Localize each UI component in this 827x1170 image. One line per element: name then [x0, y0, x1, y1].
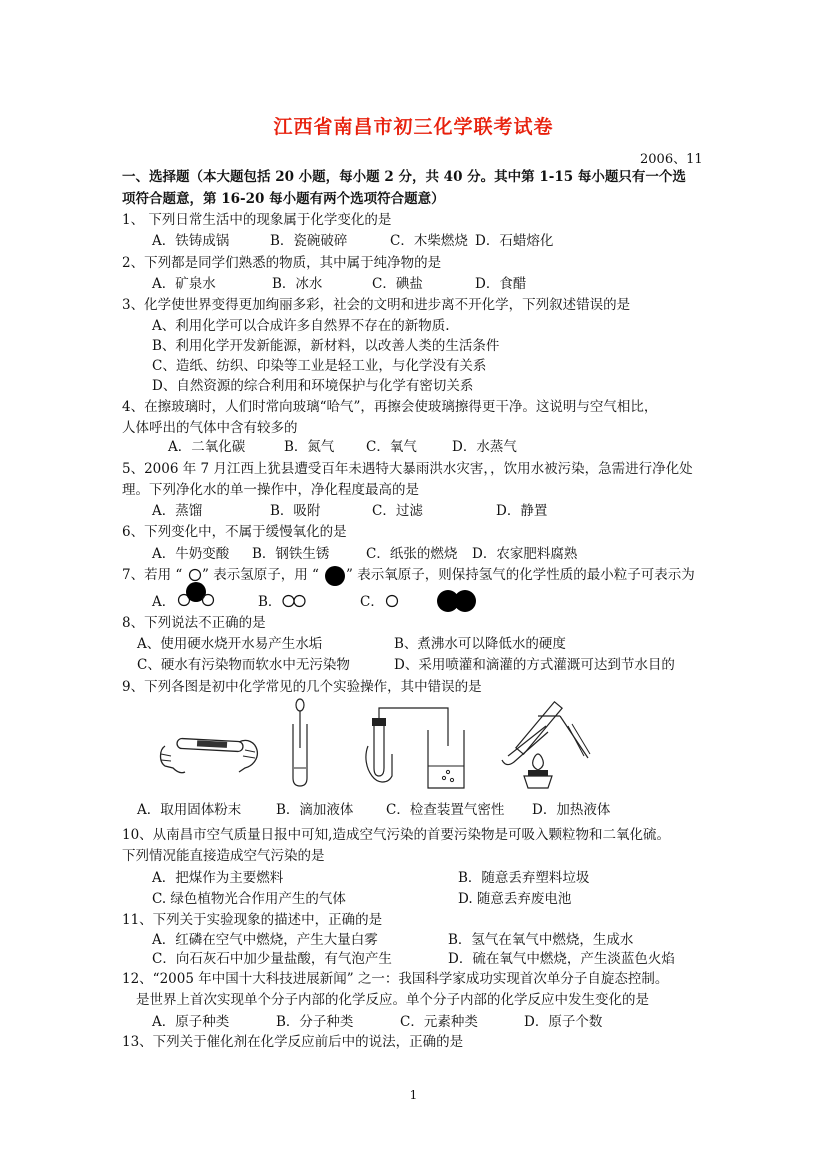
question-5-option-d: D．静置	[496, 503, 548, 519]
question-2-option-a: A．矿泉水	[152, 276, 216, 292]
section-heading-line2: 项符合题意，第 16-20 每小题有两个选项符合题意）	[122, 191, 445, 207]
page-title: 江西省南昌市初三化学联考试卷	[273, 116, 554, 138]
question-9-option-a: A．取用固体粉末	[137, 802, 242, 818]
question-9-option-d: D．加热液体	[532, 802, 611, 818]
question-11-option-d: D．硫在氧气中燃烧，产生淡蓝色火焰	[448, 951, 675, 967]
question-10-stem-line2: 下列情况能直接造成空气污染的是	[122, 848, 325, 864]
question-3-option-c: C、造纸、纺织、印染等工业是轻工业，与化学没有关系	[152, 358, 487, 374]
question-7-stem-part2: ” 表示氢原子，用 “	[202, 567, 319, 583]
question-5-option-a: A．蒸馏	[152, 503, 203, 519]
question-9-option-b: B．滴加液体	[276, 802, 354, 818]
question-3-option-d: D、自然资源的综合利用和环境保护与化学有密切关系	[152, 378, 474, 394]
question-3-option-b: B、利用化学开发新能源，新材料，以改善人类的生活条件	[152, 338, 500, 354]
question-8-option-b: B、煮沸水可以降低水的硬度	[394, 636, 566, 652]
question-4-option-d: D．水蒸气	[452, 439, 517, 455]
question-12-option-a: A．原子种类	[152, 1014, 230, 1030]
question-2-option-c: C．碘盐	[372, 276, 423, 292]
question-6-option-b: B．钢铁生锈	[252, 546, 330, 562]
question-1-option-b: B．瓷碗破碎	[270, 233, 348, 249]
question-7-option-b-label: B．	[258, 594, 282, 610]
experiment-b-dropper-illustration	[288, 698, 312, 788]
question-9-option-c: C．检查装置气密性	[386, 802, 505, 818]
hydrogen-atom-symbol	[187, 568, 203, 582]
question-8-option-a: A、使用硬水烧开水易产生水垢	[137, 636, 323, 652]
question-11-option-c: C．向石灰石中加少量盐酸，有气泡产生	[152, 951, 392, 967]
question-5-stem-line1: 5、2006 年 7 月江西上犹县遭受百年未遇特大暴雨洪水灾害，，饮用水被污染，急需进行净化处	[122, 461, 693, 477]
question-3-option-a: A、利用化学可以合成许多自然界不存在的新物质.	[152, 318, 450, 334]
question-8-stem: 8、下列说法不正确的是	[122, 615, 266, 631]
question-6-option-d: D．农家肥料腐熟	[472, 546, 578, 562]
question-13-stem: 13、下列关于催化剂在化学反应前后中的说法，正确的是	[122, 1034, 464, 1050]
experiment-d-heating-illustration	[498, 696, 598, 790]
page-number: 1	[409, 1088, 418, 1102]
oxygen-atom-symbol	[324, 565, 346, 587]
question-4-option-c: C．氧气	[366, 439, 417, 455]
question-10-option-c: C. 绿色植物光合作用产生的气体	[152, 891, 346, 907]
question-6-option-a: A．牛奶变酸	[152, 546, 230, 562]
question-1-option-a: A．铁铸成锅	[152, 233, 230, 249]
question-5-option-b: B．吸附	[270, 503, 321, 519]
question-12-option-b: B．分子种类	[276, 1014, 354, 1030]
question-4-stem-line1: 4、在擦玻璃时，人们时常向玻璃“哈气”，再擦会使玻璃擦得更干净。这说明与空气相比，	[122, 399, 658, 415]
question-6-option-c: C．纸张的燃烧	[366, 546, 458, 562]
question-4-stem-line2: 人体呼出的气体中含有较多的	[122, 420, 298, 436]
experiment-c-airtightness-illustration	[368, 706, 468, 792]
question-9-stem: 9、下列各图是初中化学常见的几个实验操作，其中错误的是	[122, 679, 482, 695]
question-11-option-a: A．红磷在空气中燃烧，产生大量白雾	[152, 932, 378, 948]
question-1-option-c: C．木柴燃烧	[390, 233, 468, 249]
question-1-stem: 1、 下列日常生活中的现象属于化学变化的是	[122, 212, 392, 228]
question-12-stem-line2: 是世界上首次实现单个分子内部的化学反应。单个分子内部的化学反应中发生变化的是	[136, 992, 649, 1008]
question-3-stem: 3、化学使世界变得更加绚丽多彩，社会的文明和进步离不开化学，下列叙述错误的是	[122, 297, 631, 313]
question-4-option-a: A．二氧化碳	[168, 439, 246, 455]
question-10-option-b: B．随意丢弃塑料垃圾	[458, 870, 590, 886]
question-10-stem-line1: 10、从南昌市空气质量日报中可知,造成空气污染的首要污染物是可吸入颗粒物和二氧化硫。	[122, 827, 670, 843]
question-2-stem: 2、下列都是同学们熟悉的物质，其中属于纯净物的是	[122, 255, 442, 271]
experiment-a-powder-illustration	[155, 728, 265, 788]
question-8-option-d: D、采用喷灌和滴灌的方式灌溉可达到节水目的	[394, 657, 675, 673]
question-12-option-d: D．原子个数	[524, 1014, 603, 1030]
question-12-stem-line1: 12、“2005 年中国十大科技进展新闻” 之一：我国科学家成功实现首次单分子自旋态控制。	[122, 971, 669, 987]
question-1-option-d: D．石蜡熔化	[475, 233, 554, 249]
question-8-option-c: C、硬水有污染物而软水中无污染物	[137, 657, 350, 673]
question-7-option-c-label: C．	[360, 594, 384, 610]
question-7-stem-part3: ” 表示氧原子，则保持氢气的化学性质的最小粒子可表示为	[346, 567, 695, 583]
question-4-option-b: B．氮气	[284, 439, 335, 455]
option-b-molecule-icon	[282, 594, 308, 608]
question-10-option-a: A．把煤作为主要燃料	[152, 870, 284, 886]
question-12-option-c: C．元素种类	[400, 1014, 478, 1030]
question-5-stem-line2: 理。下列净化水的单一操作中，净化程度最高的是	[122, 482, 419, 498]
question-10-option-d: D. 随意丢弃废电池	[458, 891, 572, 907]
section-heading-line1: 一、选择题（本大题包括 20 小题，每小题 2 分，共 40 分。其中第 1-15 每小题只有一个选	[122, 169, 686, 185]
question-5-option-c: C．过滤	[372, 503, 423, 519]
question-11-option-b: B．氢气在氧气中燃烧，生成水	[448, 932, 634, 948]
option-c-atom-icon	[384, 594, 400, 608]
question-7-option-a-label: A．	[152, 594, 176, 610]
question-2-option-b: B．冰水	[272, 276, 323, 292]
exam-date: 2006、11	[640, 152, 703, 167]
option-d-molecule-icon	[436, 589, 478, 613]
question-2-option-d: D．食醋	[475, 276, 527, 292]
question-6-stem: 6、下列变化中，不属于缓慢氧化的是	[122, 524, 347, 540]
question-11-stem: 11、下列关于实验现象的描述中，正确的是	[122, 912, 383, 928]
option-a-molecule-icon	[176, 581, 220, 611]
question-7-stem-part1: 7、若用 “	[122, 567, 183, 583]
